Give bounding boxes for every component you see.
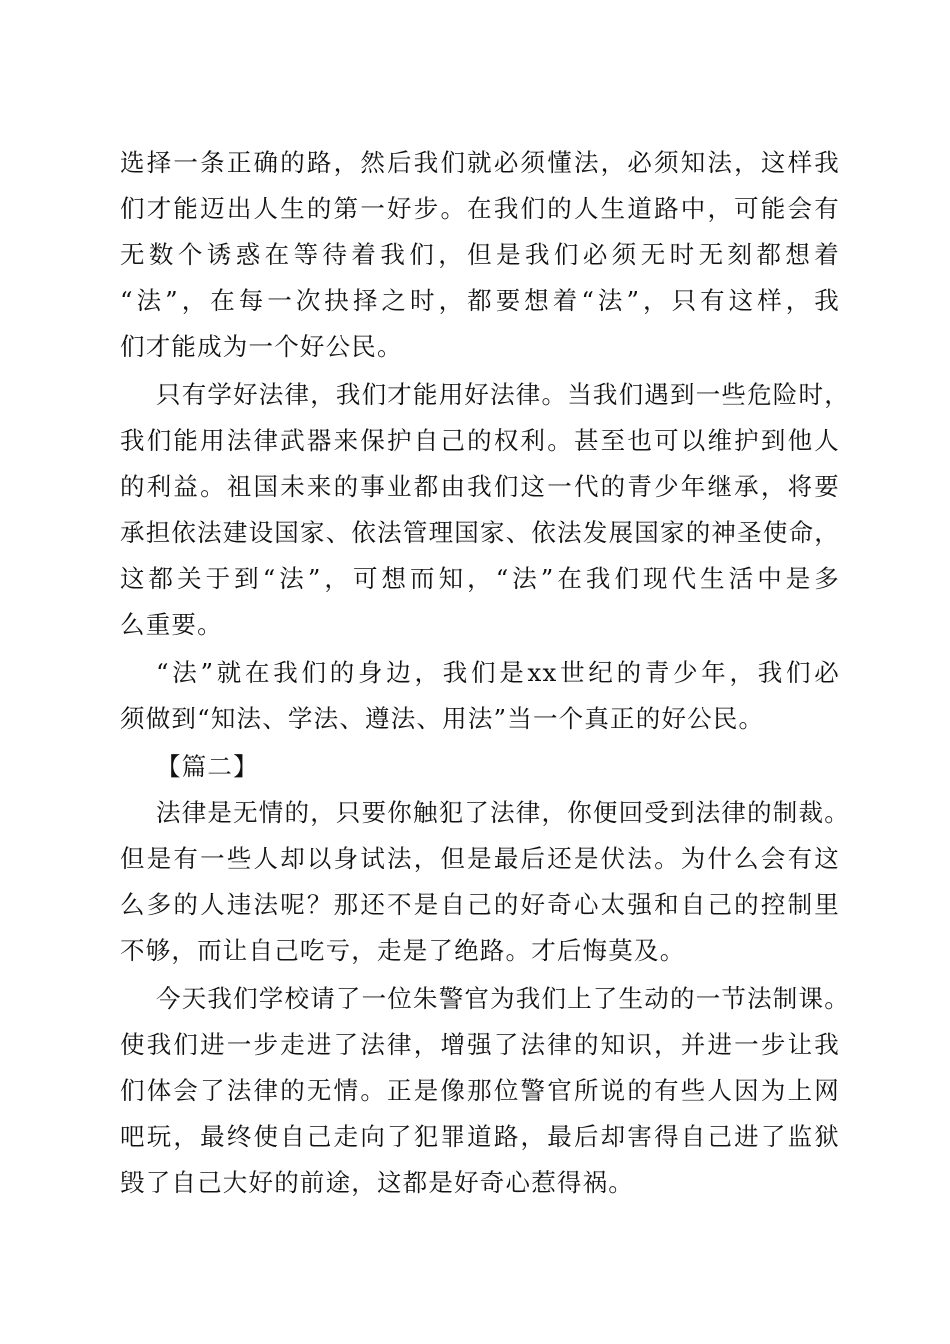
text-line: 使我们进一步走进了法律，增强了法律的知识，并进一步让我	[120, 1030, 840, 1059]
text-line: 们体会了法律的无情。正是像那位警官所说的有些人因为上网	[120, 1076, 840, 1105]
text-line: “法”，在每一次抉择之时，都要想着“法”，只有这样，我	[120, 286, 840, 315]
paragraph-2	[120, 372, 850, 648]
text-line: 无数个诱惑在等待着我们，但是我们必须无时无刻都想着	[120, 240, 840, 269]
text-line: 但是有一些人却以身试法，但是最后还是伏法。为什么会有这	[120, 844, 840, 873]
text-line: 吧玩，最终使自己走向了犯罪道路，最后却害得自己进了监狱	[120, 1122, 840, 1151]
text-line: 今天我们学校请了一位朱警官为我们上了生动的一节法制课。	[156, 984, 850, 1013]
text-line: 么重要。	[120, 610, 223, 639]
text-line: 只有学好法律，我们才能用好法律。当我们遇到一些危险时，	[156, 380, 850, 409]
text-line: 选择一条正确的路，然后我们就必须懂法，必须知法，这样我	[120, 148, 840, 177]
document-body	[120, 140, 850, 1206]
section-heading-text: 【篇二】	[156, 752, 259, 781]
paragraph-3	[120, 650, 840, 742]
text-line: 们才能迈出人生的第一好步。在我们的人生道路中，可能会有	[120, 194, 840, 223]
text-line: 们才能成为一个好公民。	[120, 332, 403, 361]
text-line: 我们能用法律武器来保护自己的权利。甚至也可以维护到他人	[120, 426, 840, 455]
text-line: 的利益。祖国未来的事业都由我们这一代的青少年继承，将要	[120, 472, 840, 501]
paragraph-1	[120, 140, 840, 370]
text-line: 不够，而让自己吃亏，走是了绝路。才后悔莫及。	[120, 936, 686, 965]
paragraph-4	[120, 790, 850, 974]
section-heading	[120, 744, 840, 790]
text-line: 法律是无情的，只要你触犯了法律，你便回受到法律的制裁。	[156, 798, 850, 827]
text-line: “法”就在我们的身边，我们是xx世纪的青少年，我们必	[156, 658, 840, 687]
text-line: 么多的人违法呢？那还不是自己的好奇心太强和自己的控制里	[120, 890, 840, 919]
paragraph-5	[120, 976, 850, 1206]
text-line: 这都关于到“法”，可想而知，“法”在我们现代生活中是多	[120, 564, 840, 593]
text-line: 毁了自己大好的前途，这都是好奇心惹得祸。	[120, 1168, 634, 1197]
text-line: 承担依法建设国家、依法管理国家、依法发展国家的神圣使命，	[120, 518, 840, 547]
text-line: 须做到“知法、学法、遵法、用法”当一个真正的好公民。	[120, 704, 765, 733]
